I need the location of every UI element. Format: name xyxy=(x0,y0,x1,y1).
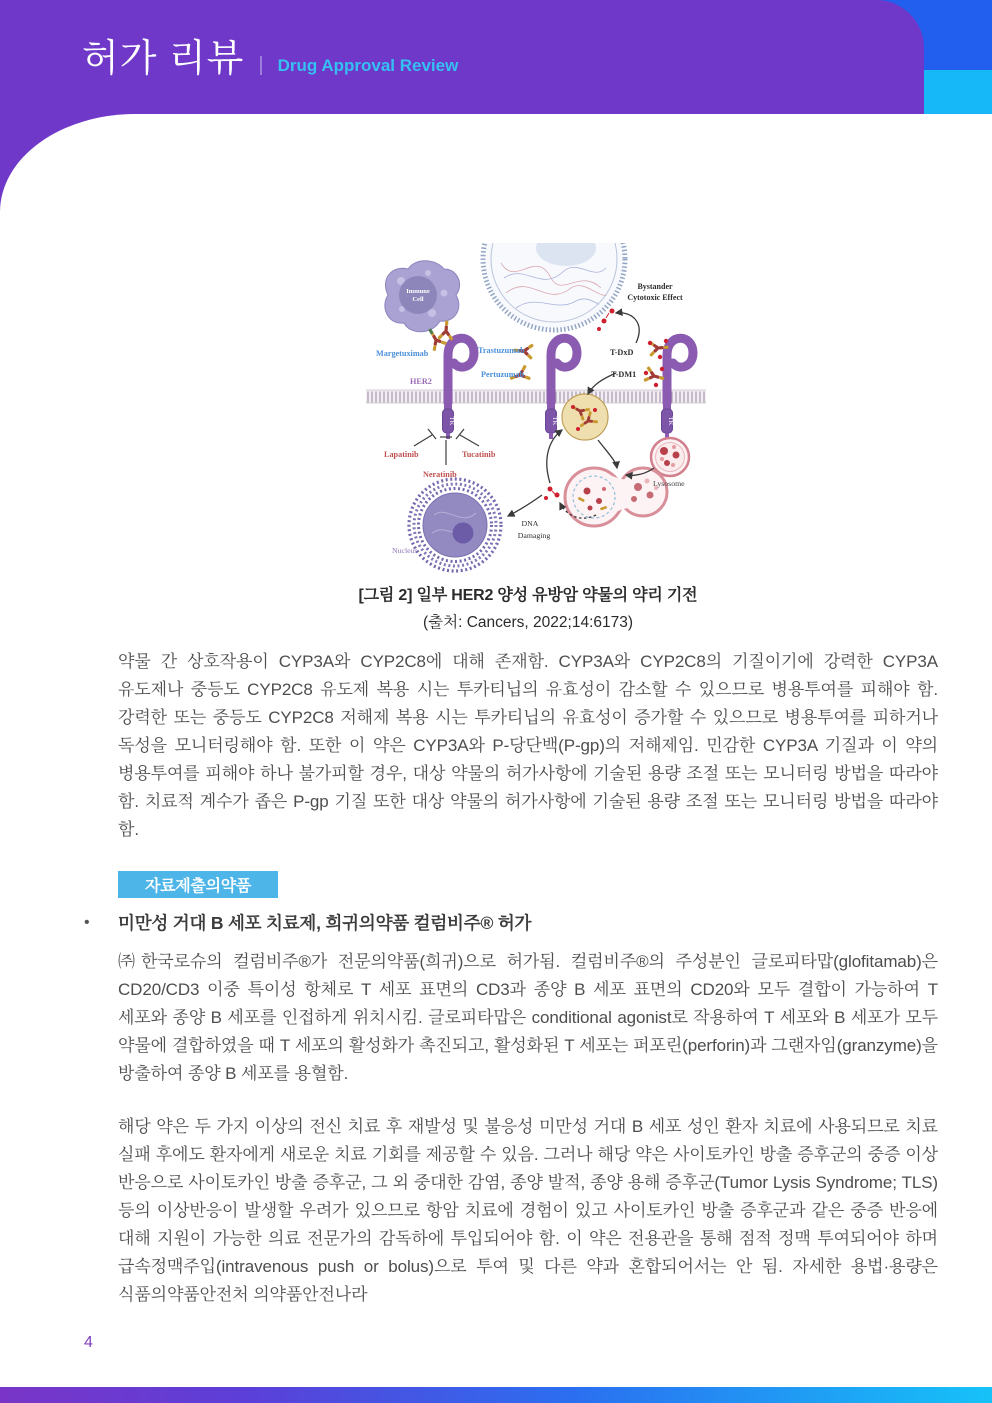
dna-damaging-label-line2: Damaging xyxy=(517,531,551,540)
endosome-illustration xyxy=(562,394,608,440)
page-title-korean: 허가 리뷰 xyxy=(82,38,245,80)
lysosome-illustration xyxy=(651,438,689,476)
tdm1-label: T-DM1 xyxy=(611,370,637,379)
tumor-cell-illustration xyxy=(483,243,625,330)
figure-her2-mechanism xyxy=(366,243,744,581)
page-title-english: Drug Approval Review xyxy=(277,55,459,75)
late-endosome-illustration xyxy=(565,468,667,526)
tk-label: TK xyxy=(551,416,558,426)
immune-cell-label-line1: Immune xyxy=(406,288,430,295)
tk-label: TK xyxy=(448,416,455,426)
paragraph-drug-interaction: 약물 간 상호작용이 CYP3A와 CYP2C8에 대해 존재함. CYP3A와 CYP2C8의 기질이기에 강력한 CYP3A 유도제나 중등도 CYP2C8 유도제 복용 시는 투카티닙의 유효성이 감소할 수 있으므로 병용투여를 피해야 함. 강력한 또는 중등도 CYP2C8 저해제 복용 시는 투카티닙의 유효성이 증가할 수 있으므로 병용투여를 피하거나 독성을 모니터링해야 함. 또한 이 약은 CYP3A와 P-당단백(P-gp)의 저해제임. 민감한 CYP3A 기질과 이 약의 병용투여를 피해야 하나 불가피할 경우, 대상 약물의 허가사항에 기술된 용량 조절 또는 모니터링 방법을 따라야 함. 치료적 계수가 좁은 P-gp 기질 또한 대상 약물의 허가사항에 기술된 용량 조절 또는 모니터링 방법을 따라야 함. xyxy=(118,652,938,839)
immune-cell-label-line2: Cell xyxy=(412,296,424,303)
paragraph-columvi-usage: 해당 약은 두 가지 이상의 전신 치료 후 재발성 및 불응성 미만성 거대 B 세포 성인 환자 치료에 사용되므로 치료 실패 후에도 환자에게 새로운 치료 기회를 제공할 수 있음. 그러나 해당 약은 사이토카인 방출 증후군의 중증 이상 반응으로 사이토카인 방출 증후군, 그 외 중대한 감염, 종양 발적, 종양 용해 증후군(Tumor Lysis Syndrome; TLS) 등의 이상반응이 발생할 우려가 있으므로 항암 치료에 경험이 있고 사이토카인 방출 증후군과 같은 중증 반응에 대해 지원이 가능한 의료 전문가의 감독하에 투입되어야 함. 이 약은 전용관을 통해 점적 정맥 투여되어야 하며 급속정맥주입(intravenous push or bolus)으로 투여 및 다른 약과 혼합되어서는 안 됨. 자세한 용법·용량은 식품의약품안전처 의약품안전나라 xyxy=(118,1117,938,1304)
immune-cell-illustration xyxy=(385,261,460,332)
nucleus-illustration xyxy=(409,479,501,571)
trastuzumab-label: Trastuzumab xyxy=(478,346,525,355)
bystander-label-line2: Cytotoxic Effect xyxy=(627,293,683,302)
pertuzumab-label: Pertuzumab xyxy=(481,370,525,379)
bystander-label-line1: Bystander xyxy=(637,282,673,291)
page-number: 4 xyxy=(84,1334,93,1351)
figure-caption-title: [그림 2] 일부 HER2 양성 유방암 약물의 약리 기전 xyxy=(358,587,698,604)
dna-damaging-label-line1: DNA xyxy=(521,519,539,528)
section-heading: 미만성 거대 B 세포 치료제, 희귀의약품 컬럼비주® 허가 xyxy=(118,913,532,933)
figure-caption xyxy=(118,582,938,632)
header-title-group xyxy=(82,40,458,78)
section-badge: 자료제출의약품 xyxy=(118,871,278,898)
her2-label: HER2 xyxy=(410,377,432,386)
nucleus-label: Nucleus xyxy=(392,546,418,555)
bullet-icon: • xyxy=(84,914,90,931)
paragraph-columvi-approval: ㈜한국로슈의 컬럼비주®가 전문의약품(희귀)으로 허가됨. 컬럼비주®의 주성분인 글로피타맙(glofitamab)은 CD20/CD3 이중 특이성 항체로 T 세포 표면의 CD3과 종양 B 세포 표면의 CD20와 모두 결합이 가능하여 T 세포와 종양 B 세포를 인접하게 위치시킴. 글로피타맙은 conditional agonist로 작용하여 T 세포와 B 세포가 모두 약물에 결합하였을 때 T 세포의 활성화가 촉진되고, 활성화된 T 세포는 퍼포린(perforin)과 그랜자임(granzyme)을 방출하여 종양 B 세포를 용혈함. xyxy=(118,952,938,1083)
margetuximab-label: Margetuximab xyxy=(376,349,429,358)
tucatinib-label: Tucatinib xyxy=(462,450,496,459)
lysosome-label: Lysosome xyxy=(653,479,685,488)
tk-label: TK xyxy=(667,416,674,426)
neratinib-label: Neratinib xyxy=(423,470,457,479)
section-heading-row xyxy=(84,911,940,935)
footer-gradient-bar xyxy=(0,1387,992,1403)
lapatinib-label: Lapatinib xyxy=(384,450,419,459)
content-rounded-corner xyxy=(0,114,992,214)
title-divider: | xyxy=(258,54,264,76)
figure-caption-source: (출처: Cancers, 2022;14:6173) xyxy=(422,614,634,631)
tdxd-label: T-DxD xyxy=(610,348,634,357)
cell-membrane xyxy=(366,390,706,403)
